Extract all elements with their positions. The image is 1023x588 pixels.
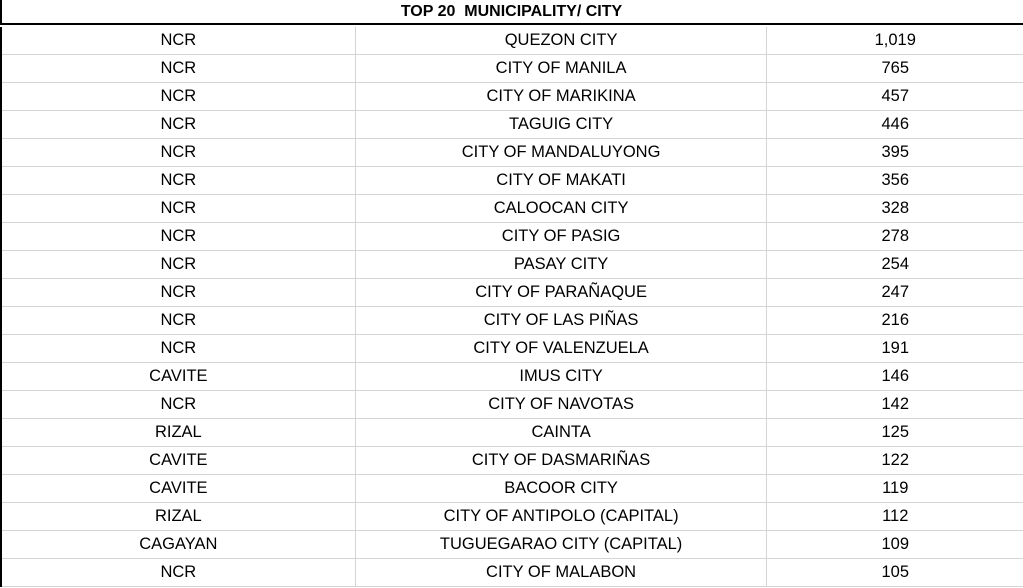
count-cell[interactable]: 446	[767, 111, 1023, 139]
count-cell[interactable]: 328	[767, 195, 1023, 223]
count-cell[interactable]: 142	[767, 391, 1023, 419]
table-row	[1, 251, 1023, 279]
table-row	[1, 195, 1023, 223]
table-row	[1, 279, 1023, 307]
table-row	[1, 27, 1023, 55]
count-cell[interactable]: 395	[767, 139, 1023, 167]
count-cell[interactable]: 216	[767, 307, 1023, 335]
count-cell[interactable]: 119	[767, 475, 1023, 503]
city-cell[interactable]: BACOOR CITY	[355, 475, 767, 503]
city-cell[interactable]: TUGUEGARAO CITY (CAPITAL)	[355, 531, 767, 559]
city-cell[interactable]: CITY OF MANILA	[355, 55, 767, 83]
count-cell[interactable]: 146	[767, 363, 1023, 391]
count-cell[interactable]: 1,019	[767, 27, 1023, 55]
region-cell[interactable]: NCR	[1, 335, 355, 363]
city-cell[interactable]: TAGUIG CITY	[355, 111, 767, 139]
region-cell[interactable]: NCR	[1, 279, 355, 307]
city-cell[interactable]: CITY OF MALABON	[355, 559, 767, 587]
count-cell[interactable]: 112	[767, 503, 1023, 531]
city-cell[interactable]: CITY OF DASMARIÑAS	[355, 447, 767, 475]
table-row	[1, 307, 1023, 335]
table-row	[1, 363, 1023, 391]
table-row	[1, 83, 1023, 111]
table-row	[1, 335, 1023, 363]
region-cell[interactable]: NCR	[1, 167, 355, 195]
region-cell[interactable]: RIZAL	[1, 419, 355, 447]
region-cell[interactable]: CAVITE	[1, 475, 355, 503]
region-cell[interactable]: NCR	[1, 55, 355, 83]
city-cell[interactable]: CITY OF PASIG	[355, 223, 767, 251]
table-row	[1, 559, 1023, 587]
count-cell[interactable]: 356	[767, 167, 1023, 195]
region-cell[interactable]: NCR	[1, 559, 355, 587]
region-cell[interactable]: RIZAL	[1, 503, 355, 531]
count-cell[interactable]: 122	[767, 447, 1023, 475]
table-row	[1, 139, 1023, 167]
count-cell[interactable]: 105	[767, 559, 1023, 587]
count-cell[interactable]: 191	[767, 335, 1023, 363]
city-cell[interactable]: CITY OF LAS PIÑAS	[355, 307, 767, 335]
count-cell[interactable]: 247	[767, 279, 1023, 307]
table-row	[1, 111, 1023, 139]
city-cell[interactable]: CITY OF VALENZUELA	[355, 335, 767, 363]
count-cell[interactable]: 765	[767, 55, 1023, 83]
municipality-table	[0, 27, 1023, 587]
table-title[interactable]: TOP 20 MUNICIPALITY/ CITY	[0, 0, 1023, 25]
table-row	[1, 167, 1023, 195]
region-cell[interactable]: NCR	[1, 27, 355, 55]
region-cell[interactable]: NCR	[1, 391, 355, 419]
city-cell[interactable]: CITY OF PARAÑAQUE	[355, 279, 767, 307]
city-cell[interactable]: CAINTA	[355, 419, 767, 447]
table-row	[1, 55, 1023, 83]
city-cell[interactable]: CITY OF MAKATI	[355, 167, 767, 195]
region-cell[interactable]: NCR	[1, 307, 355, 335]
region-cell[interactable]: NCR	[1, 139, 355, 167]
region-cell[interactable]: NCR	[1, 111, 355, 139]
city-cell[interactable]: CITY OF MARIKINA	[355, 83, 767, 111]
city-cell[interactable]: PASAY CITY	[355, 251, 767, 279]
count-cell[interactable]: 278	[767, 223, 1023, 251]
table-body	[1, 27, 1023, 587]
count-cell[interactable]: 457	[767, 83, 1023, 111]
city-cell[interactable]: CITY OF NAVOTAS	[355, 391, 767, 419]
region-cell[interactable]: NCR	[1, 83, 355, 111]
count-cell[interactable]: 125	[767, 419, 1023, 447]
count-cell[interactable]: 254	[767, 251, 1023, 279]
table-row	[1, 447, 1023, 475]
region-cell[interactable]: CAVITE	[1, 363, 355, 391]
city-cell[interactable]: CALOOCAN CITY	[355, 195, 767, 223]
city-cell[interactable]: QUEZON CITY	[355, 27, 767, 55]
count-cell[interactable]: 109	[767, 531, 1023, 559]
region-cell[interactable]: CAGAYAN	[1, 531, 355, 559]
region-cell[interactable]: NCR	[1, 195, 355, 223]
city-cell[interactable]: IMUS CITY	[355, 363, 767, 391]
table-row	[1, 475, 1023, 503]
table-row	[1, 391, 1023, 419]
region-cell[interactable]: NCR	[1, 251, 355, 279]
region-cell[interactable]: CAVITE	[1, 447, 355, 475]
table-row	[1, 223, 1023, 251]
table-row	[1, 531, 1023, 559]
city-cell[interactable]: CITY OF MANDALUYONG	[355, 139, 767, 167]
table-row	[1, 503, 1023, 531]
city-cell[interactable]: CITY OF ANTIPOLO (CAPITAL)	[355, 503, 767, 531]
table-row	[1, 419, 1023, 447]
region-cell[interactable]: NCR	[1, 223, 355, 251]
